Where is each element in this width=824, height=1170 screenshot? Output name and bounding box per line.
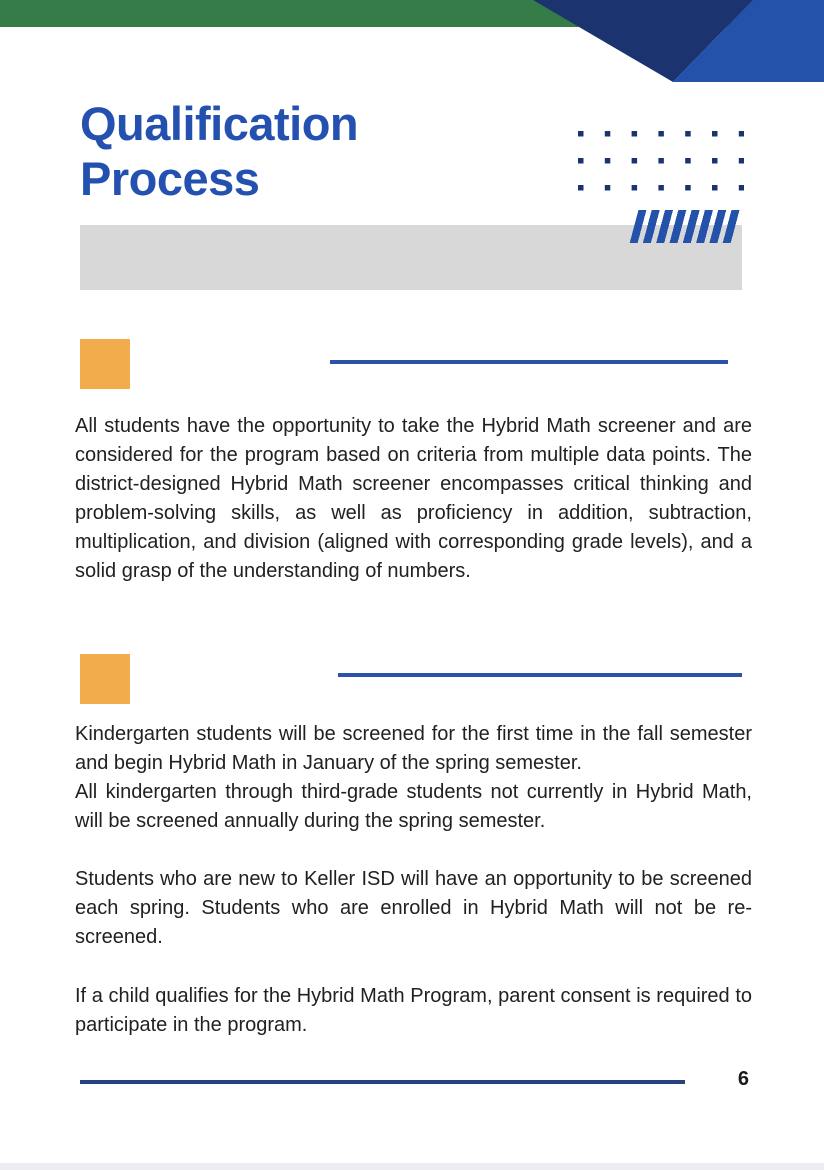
dot-grid-decoration	[578, 131, 744, 191]
section2-paragraph-parent-consent: If a child qualifies for the Hybrid Math Program, parent consent is required to participate in the program.	[75, 985, 752, 1036]
page-number: 6	[737, 1068, 749, 1090]
section2-paragraph-new-students: Students who are new to Keller ISD will have an opportunity to be screened each spring. Students who are enrolled in Hybrid Math will not be re-screened.	[75, 868, 752, 948]
section2-paragraph-kindergarten	[75, 720, 752, 836]
section1-paragraph: All students have the opportunity to take the Hybrid Math screener and are considered for the program based on criteria from multiple data points. The district-designed Hybrid Math screener encompasses critical thinking and problem-solving skills, as well as proficiency in addition, subtraction, multiplication, and division (aligned with corresponding grade levels), and a solid grasp of the understanding of numbers.	[75, 415, 752, 582]
section2-paragraph-kindergarten-part1: Kindergarten students will be screened for the first time in the fall semester and begin Hybrid Math in January of the spring semester.	[75, 723, 752, 774]
diagonal-slashes-decoration	[630, 210, 745, 243]
section2-paragraph-kindergarten-part2: All kindergarten through third-grade students not currently in Hybrid Math, will be screened annually during the spring semester.	[75, 781, 752, 832]
corner-triangles-decoration	[500, 0, 824, 86]
page-title: Qualification Process	[80, 97, 359, 205]
section2-divider-line	[338, 673, 742, 677]
page-bottom-edge-strip	[0, 1163, 824, 1170]
footer-rule-line	[80, 1080, 685, 1084]
section1-divider-line	[330, 360, 728, 364]
section2-accent-square	[80, 654, 130, 704]
section1-accent-square	[80, 339, 130, 389]
